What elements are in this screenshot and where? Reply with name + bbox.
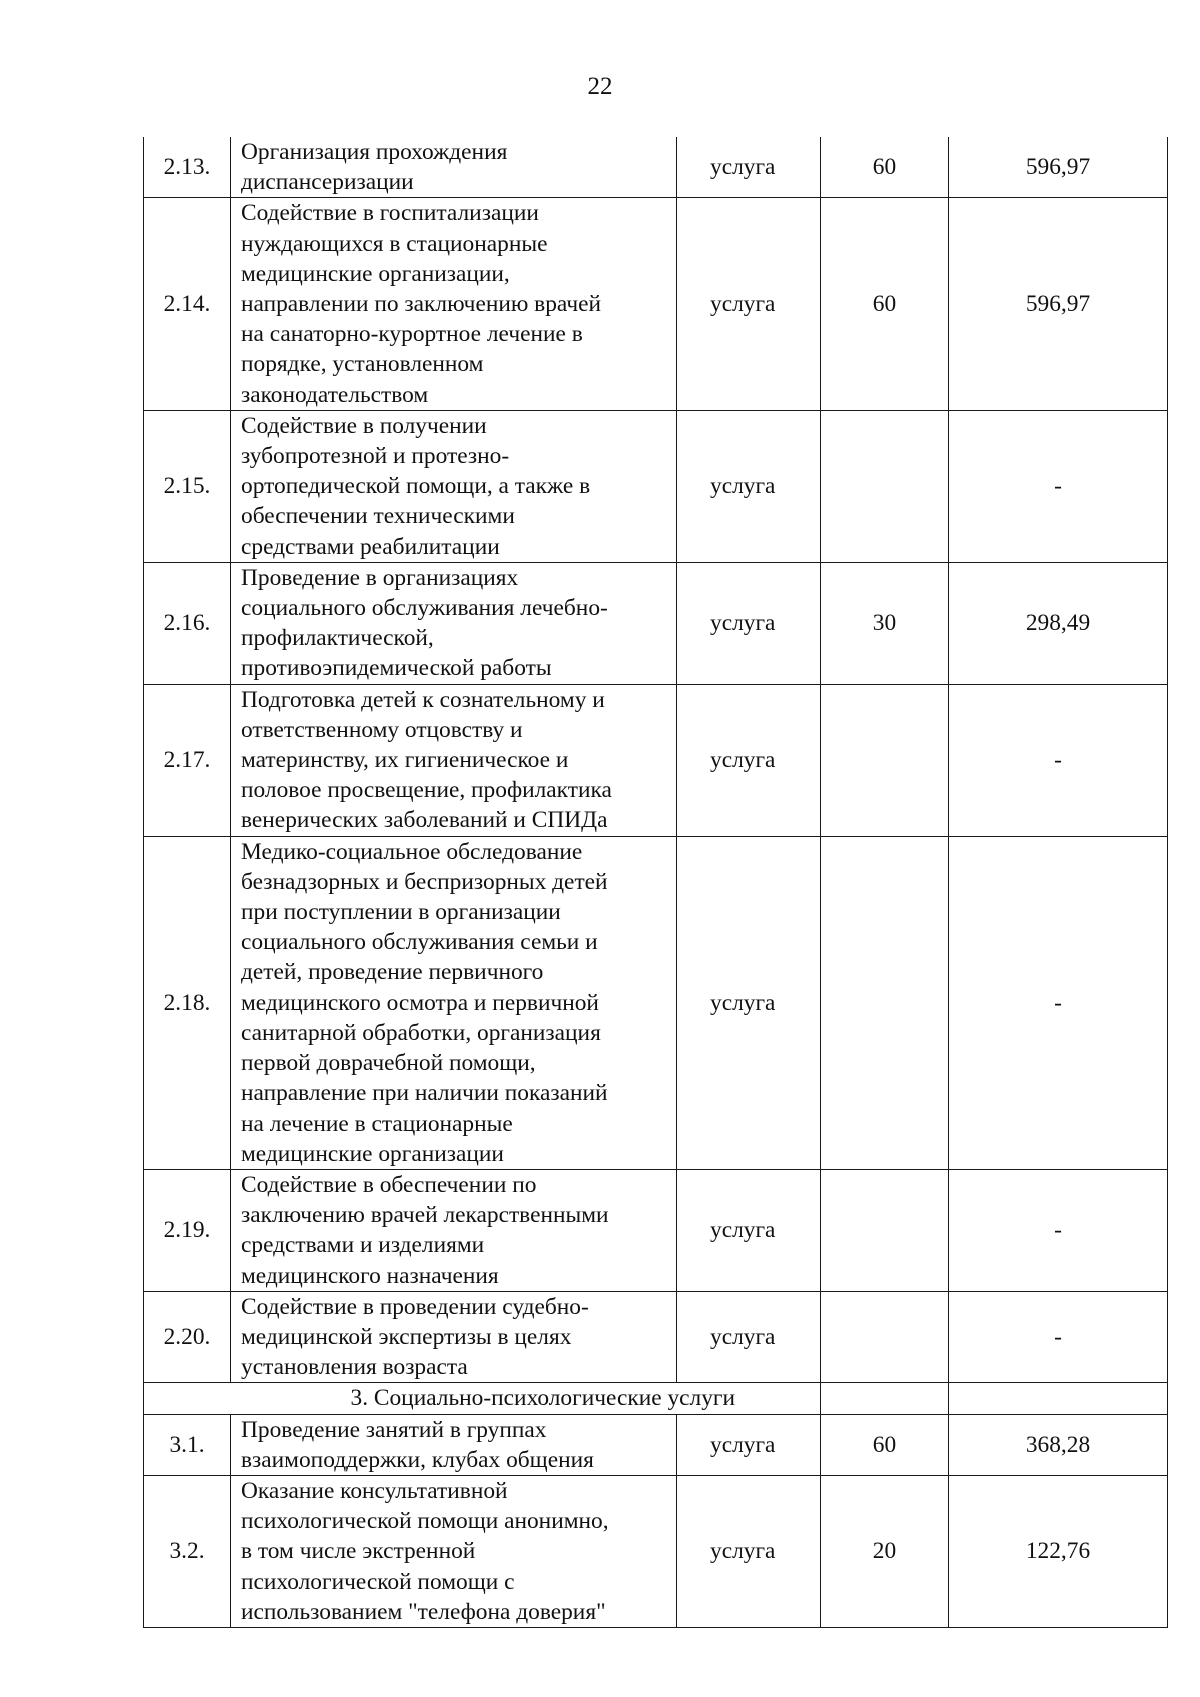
tariff-value: 298,49 — [949, 562, 1168, 684]
table-row — [144, 684, 1168, 836]
table-row — [144, 836, 1168, 1169]
services-table — [143, 137, 1168, 1628]
table-row — [144, 198, 1168, 410]
norm-value: 20 — [821, 1475, 949, 1627]
service-name: Содействие в госпитализации нуждающихся в стационарные медицинские организации, направлении по заключению врачей на санаторно-курортное лечение в порядке, установленном законодательством — [231, 198, 677, 410]
table-row — [144, 1169, 1168, 1291]
unit-of-measure: услуга — [677, 836, 821, 1169]
tariff-value: 122,76 — [949, 1475, 1168, 1627]
row-number: 3.2. — [144, 1475, 231, 1627]
tariff-value: - — [949, 410, 1168, 562]
tariff-value: - — [949, 836, 1168, 1169]
table-row — [144, 562, 1168, 684]
unit-of-measure: услуга — [677, 410, 821, 562]
row-number: 2.16. — [144, 562, 231, 684]
section-num-cell — [144, 1383, 231, 1414]
unit-of-measure: услуга — [677, 198, 821, 410]
unit-of-measure: услуга — [677, 1291, 821, 1383]
service-name: Медико-социальное обследование безнадзорных и беспризорных детей при поступлении в организации социального обслуживания семьи и детей, проведение первичного медицинского осмотра и первичной санитарной обработки, организация первой доврачебной помощи, направление при наличии показаний на лечение в стационарные медицинские организации — [231, 836, 677, 1169]
row-number: 3.1. — [144, 1414, 231, 1475]
row-number: 2.18. — [144, 836, 231, 1169]
table-row — [144, 410, 1168, 562]
service-name: Проведение в организациях социального обслуживания лечебно- профилактической, противоэпидемической работы — [231, 562, 677, 684]
norm-value: 60 — [821, 1414, 949, 1475]
table-row — [144, 1291, 1168, 1383]
section-header-row — [144, 1383, 1168, 1414]
norm-value: 60 — [821, 198, 949, 410]
service-name: Проведение занятий в группах взаимоподдержки, клубах общения — [231, 1414, 677, 1475]
table-row — [144, 1475, 1168, 1627]
norm-value — [821, 410, 949, 562]
norm-value — [821, 684, 949, 836]
table-row — [144, 137, 1168, 198]
norm-value: 30 — [821, 562, 949, 684]
norm-value: 60 — [821, 137, 949, 198]
service-name: Подготовка детей к сознательному и ответственному отцовству и материнству, их гигиеническое и половое просвещение, профилактика венерических заболеваний и СПИДа — [231, 684, 677, 836]
unit-of-measure: услуга — [677, 684, 821, 836]
section-title: 3. Социально-психологические услуги — [231, 1383, 821, 1414]
tariff-value: - — [949, 684, 1168, 836]
service-name: Содействие в проведении судебно- медицинской экспертизы в целях установления возраста — [231, 1291, 677, 1383]
service-name: Оказание консультативной психологической помощи анонимно, в том числе экстренной психологической помощи с использованием "телефона доверия" — [231, 1475, 677, 1627]
unit-of-measure: услуга — [677, 1414, 821, 1475]
service-name: Организация прохождения диспансеризации — [231, 137, 677, 198]
unit-of-measure: услуга — [677, 137, 821, 198]
section-empty-cell — [949, 1383, 1168, 1414]
tariff-value: - — [949, 1291, 1168, 1383]
unit-of-measure: услуга — [677, 1169, 821, 1291]
tariff-value: 596,97 — [949, 137, 1168, 198]
services-table-body — [144, 137, 1168, 1627]
row-number: 2.13. — [144, 137, 231, 198]
tariff-value: - — [949, 1169, 1168, 1291]
table-row — [144, 1414, 1168, 1475]
tariff-value: 596,97 — [949, 198, 1168, 410]
service-name: Содействие в получении зубопротезной и протезно- ортопедической помощи, а также в обеспечении техническими средствами реабилитации — [231, 410, 677, 562]
unit-of-measure: услуга — [677, 562, 821, 684]
row-number: 2.14. — [144, 198, 231, 410]
norm-value — [821, 836, 949, 1169]
norm-value — [821, 1169, 949, 1291]
row-number: 2.19. — [144, 1169, 231, 1291]
row-number: 2.15. — [144, 410, 231, 562]
unit-of-measure: услуга — [677, 1475, 821, 1627]
service-name: Содействие в обеспечении по заключению врачей лекарственными средствами и изделиями медицинского назначения — [231, 1169, 677, 1291]
norm-value — [821, 1291, 949, 1383]
section-empty-cell — [821, 1383, 949, 1414]
row-number: 2.20. — [144, 1291, 231, 1383]
row-number: 2.17. — [144, 684, 231, 836]
page-number: 22 — [587, 73, 613, 100]
tariff-value: 368,28 — [949, 1414, 1168, 1475]
